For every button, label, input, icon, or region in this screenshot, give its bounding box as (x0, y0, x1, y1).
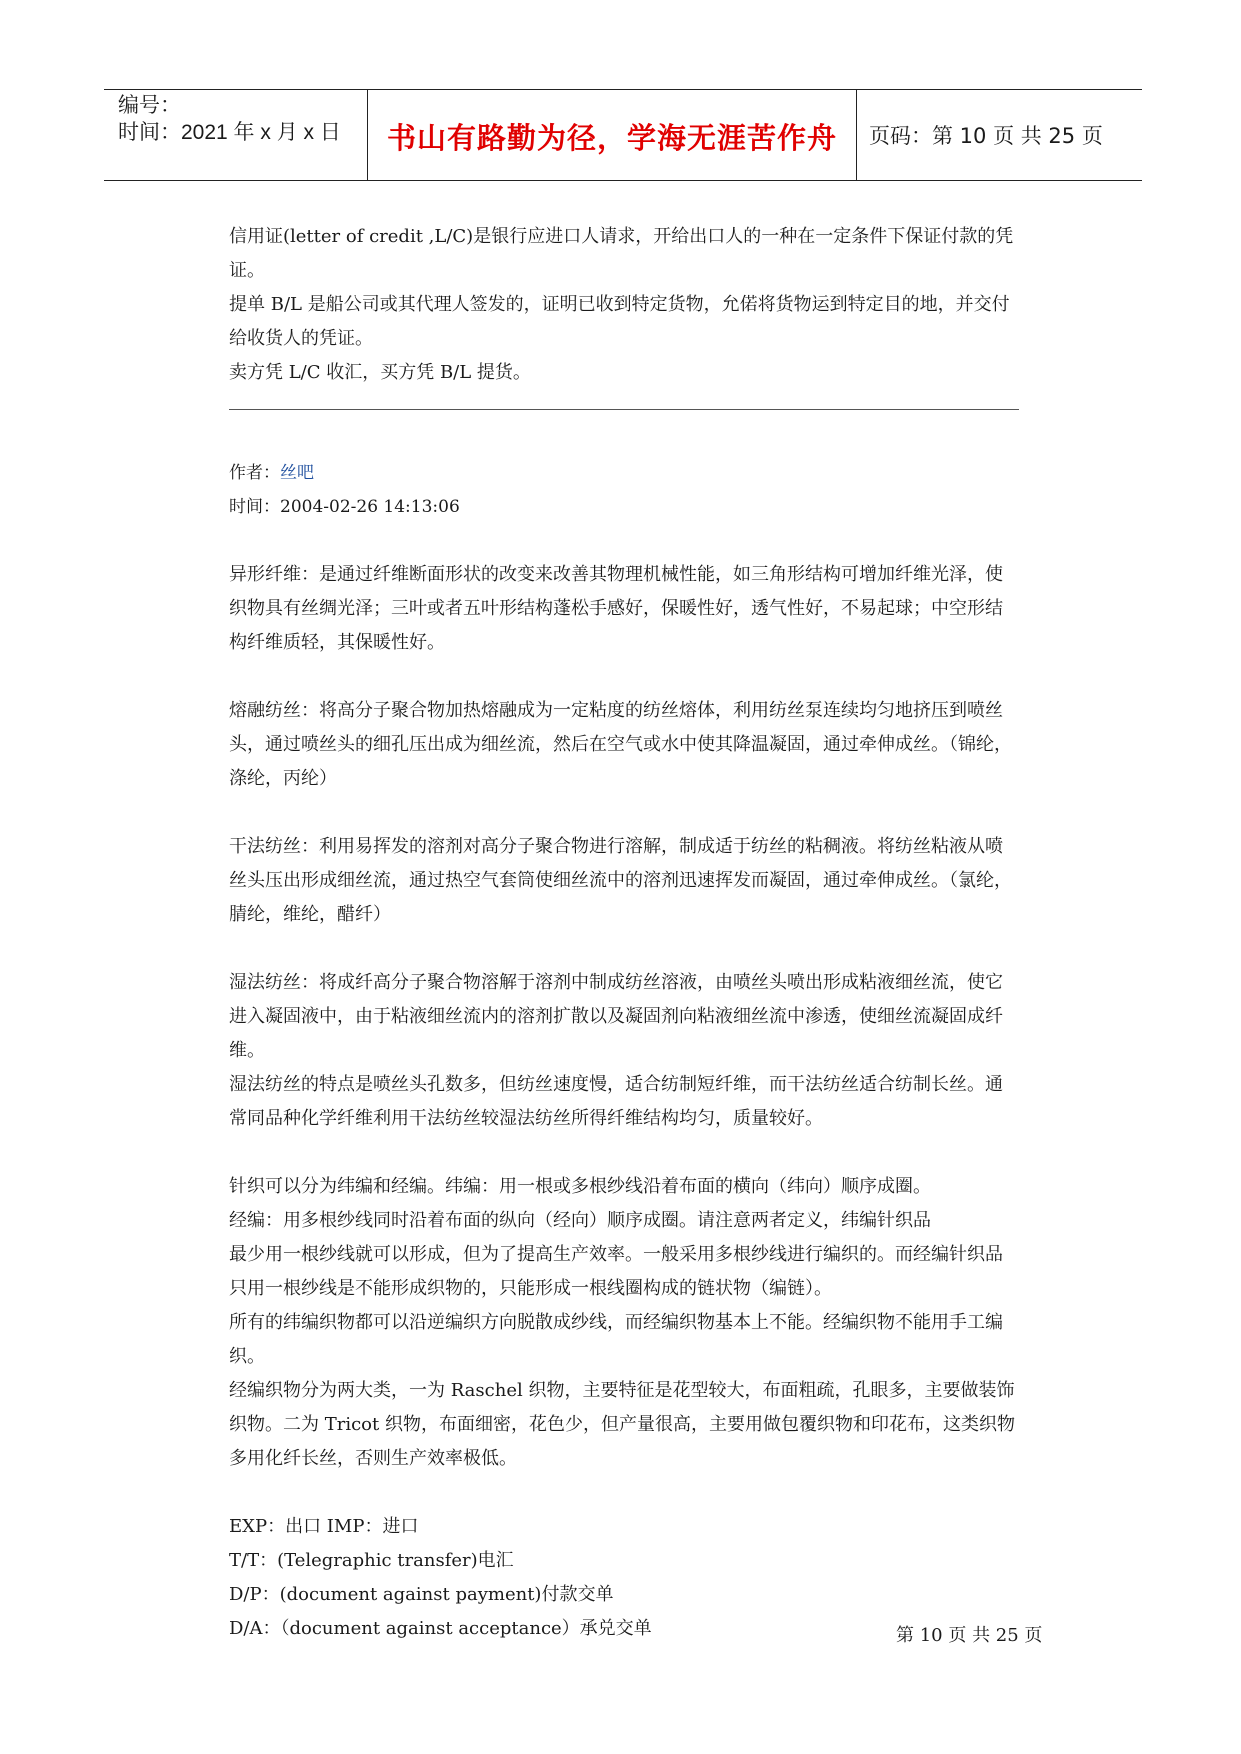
paragraph-knitting-4: 所有的纬编织物都可以沿逆编织方向脱散成纱线，而经编织物基本上不能。经编织物不能用手工编织。 (229, 1312, 1003, 1367)
paragraph-bill-of-lading: 提单 B/L 是船公司或其代理人签发的，证明已收到特定货物，允偌将货物运到特定目的地，并交付给收货人的凭证。 (229, 294, 1010, 349)
header-page-number: 页码：第 10 页 共 25 页 (869, 124, 1103, 148)
paragraph-knitting-1: 针织可以分为纬编和经编。纬编：用一根或多根纱线沿着布面的横向（纬向）顺序成圈。 (229, 1176, 931, 1197)
main-content (229, 220, 1019, 1646)
paragraph-melt-spinning: 熔融纺丝：将高分子聚合物加热熔融成为一定粘度的纺丝熔体，利用纺丝泵连续均匀地挤压到喷丝头，通过喷丝头的细孔压出成为细丝流，然后在空气或水中使其降温凝固，通过牵伸成丝。（锦纶，涤纶，丙纶） (229, 700, 1012, 789)
post-author (229, 456, 1019, 490)
term-tt: T/T：(Telegraphic transfer)电汇 (229, 1550, 514, 1571)
paragraph-knitting-3: 最少用一根纱线就可以形成，但为了提高生产效率。一般采用多根纱线进行编织的。而经编针织品只用一根纱线是不能形成织物的，只能形成一根线圈构成的链状物（编链）。 (229, 1244, 1003, 1299)
paragraph-wet-spinning: 湿法纺丝：将成纤高分子聚合物溶解于溶剂中制成纺丝溶液，由喷丝头喷出形成粘液细丝流，使它进入凝固液中，由于粘液细丝流内的溶剂扩散以及凝固剂向粘液细丝流中渗透，使细丝流凝固成纤维。 (229, 972, 1003, 1061)
document-number-label: 编号： (118, 94, 181, 117)
header-motto: 书山有路勤为径，学海无涯苦作舟 (386, 120, 837, 155)
header-left-cell (104, 90, 368, 180)
term-exp-imp: EXP：出口 IMP：进口 (229, 1516, 419, 1537)
header-middle-cell (368, 90, 857, 180)
term-dp: D/P：(document against payment)付款交单 (229, 1584, 614, 1605)
header-right-cell (857, 90, 1142, 180)
paragraph-letter-of-credit: 信用证(letter of credit ,L/C)是银行应进口人请求，开给出口人的一种在一定条件下保证付款的凭证。 (229, 226, 1014, 281)
page-header (104, 89, 1142, 181)
paragraph-dry-spinning: 干法纺丝：利用易挥发的溶剂对高分子聚合物进行溶解，制成适于纺丝的粘稠液。将纺丝粘液从喷丝头压出形成细丝流，通过热空气套筒使细丝流中的溶剂迅速挥发而凝固，通过牵伸成丝。（氯纶，腈纶，维纶，醋纤） (229, 836, 1012, 925)
page-footer: 第 10 页 共 25 页 (896, 1625, 1043, 1646)
paragraph-knitting-5: 经编织物分为两大类，一为 Raschel 织物，主要特征是花型较大，布面粗疏，孔眼多，主要做装饰织物。二为 Tricot 织物，布面细密，花色少，但产量很高，主要用做包覆织物和印花布，这类织物多用化纤长丝，否则生产效率极低。 (229, 1380, 1015, 1469)
author-link[interactable]: 丝吧 (280, 463, 314, 483)
post-time: 时间：2004-02-26 14:13:06 (229, 497, 460, 517)
paragraph-shaped-fiber: 异形纤维：是通过纤维断面形状的改变来改善其物理机械性能，如三角形结构可增加纤维光泽，使织物具有丝绸光泽；三叶或者五叶形结构蓬松手感好，保暖性好，透气性好，不易起球；中空形结构纤维质轻，其保暖性好。 (229, 564, 1003, 653)
paragraph-wet-spinning-features: 湿法纺丝的特点是喷丝头孔数多，但纺丝速度慢，适合纺制短纤维，而干法纺丝适合纺制长丝。通常同品种化学纤维利用干法纺丝较湿法纺丝所得纤维结构均匀，质量较好。 (229, 1074, 1003, 1129)
author-label: 作者： (229, 463, 280, 483)
paragraph-lc-bl: 卖方凭 L/C 收汇，买方凭 B/L 提货。 (229, 362, 531, 383)
document-time-label: 时间：2021 年 x 月 x 日 (118, 121, 341, 144)
paragraph-knitting-2: 经编：用多根纱线同时沿着布面的纵向（经向）顺序成圈。请注意两者定义，纬编针织品 (229, 1210, 931, 1231)
term-da: D/A：（document against acceptance）承兑交单 (229, 1618, 652, 1639)
